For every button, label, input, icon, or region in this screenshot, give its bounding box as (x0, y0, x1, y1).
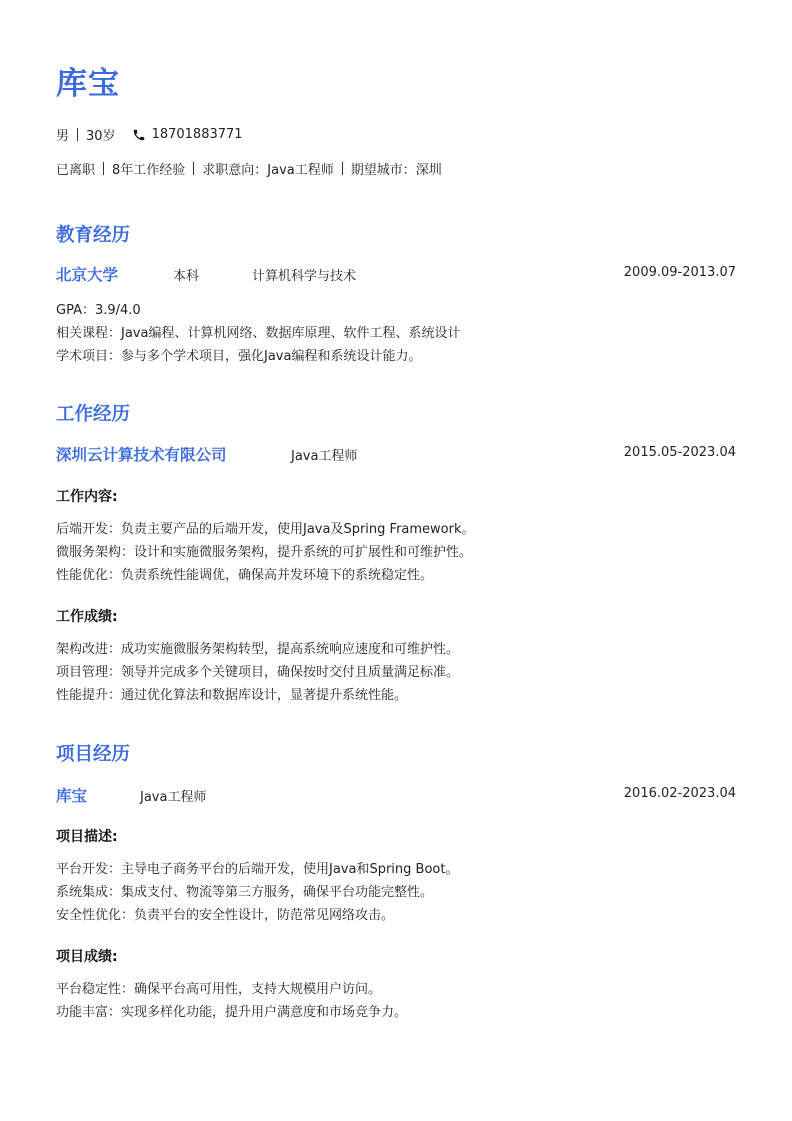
work-content-title: 工作内容: (56, 489, 118, 505)
job-intent: 求职意向：Java工程师 (202, 163, 334, 178)
project-desc-title: 项目描述: (56, 829, 118, 845)
divider (103, 162, 104, 175)
work-achievements-list (56, 638, 736, 707)
project-date: 2016.02-2023.04 (623, 786, 736, 801)
project-result-line: 平台稳定性：确保平台高可用性，支持大规模用户访问。 (56, 982, 382, 997)
age: 30岁 (86, 129, 116, 144)
project-desc-line: 系统集成：集成支付、物流等第三方服务，确保平台功能完整性。 (56, 885, 434, 900)
divider (77, 128, 78, 141)
project-name: 库宝 (56, 787, 88, 805)
candidate-name: 库宝 (56, 66, 120, 102)
project-desc-list (56, 858, 736, 927)
phone-icon (132, 128, 146, 142)
degree: 本科 (173, 269, 200, 284)
project-result-line: 功能丰富：实现多样化功能，提升用户满意度和市场竞争力。 (56, 1005, 408, 1020)
education-line: GPA：3.9/4.0 (56, 303, 141, 318)
expected-city: 期望城市：深圳 (350, 163, 442, 178)
education-line: 学术项目：参与多个学术项目，强化Java编程和系统设计能力。 (56, 349, 422, 364)
work-content-line: 性能优化：负责系统性能调优，确保高并发环境下的系统稳定性。 (56, 568, 434, 583)
divider (342, 162, 343, 175)
education-date: 2009.09-2013.07 (623, 265, 736, 280)
education-details (56, 299, 736, 368)
work-achievements-title: 工作成绩: (56, 609, 118, 625)
work-achievement-line: 架构改进：成功实施微服务架构转型，提高系统响应速度和可维护性。 (56, 642, 460, 657)
project-role: Java工程师 (140, 790, 207, 805)
project-desc-line: 安全性优化：负责平台的安全性设计，防范常见网络攻击。 (56, 908, 395, 923)
divider (193, 162, 194, 175)
job-role: Java工程师 (291, 449, 358, 464)
work-achievement-line: 项目管理：领导并完成多个关键项目，确保按时交付且质量满足标准。 (56, 665, 460, 680)
project-results-title: 项目成绩: (56, 949, 118, 965)
project-desc-line: 平台开发：主导电子商务平台的后端开发，使用Java和Spring Boot。 (56, 862, 459, 877)
phone-number: 18701883771 (151, 127, 243, 142)
project-section-title: 项目经历 (56, 744, 131, 765)
school-name: 北京大学 (56, 266, 119, 284)
company-name: 深圳云计算技术有限公司 (56, 446, 227, 464)
job-status-row (56, 159, 442, 178)
project-entry-header (56, 784, 736, 806)
employment-status: 已离职 (56, 163, 96, 178)
project-results-list (56, 978, 736, 1024)
years-experience: 8年工作经验 (112, 163, 186, 178)
work-content-line: 微服务架构：设计和实施微服务架构，提升系统的可扩展性和可维护性。 (56, 545, 473, 560)
major: 计算机科学与技术 (252, 269, 357, 284)
work-content-list (56, 518, 736, 587)
education-line: 相关课程：Java编程、计算机网络、数据库原理、软件工程、系统设计 (56, 326, 461, 341)
work-achievement-line: 性能提升：通过优化算法和数据库设计，显著提升系统性能。 (56, 688, 408, 703)
education-entry-header (56, 263, 736, 285)
gender: 男 (56, 129, 70, 144)
basic-info-row (56, 125, 243, 144)
work-date: 2015.05-2023.04 (623, 445, 736, 460)
education-section-title: 教育经历 (56, 225, 131, 246)
work-content-line: 后端开发：负责主要产品的后端开发，使用Java及Spring Framework。 (56, 522, 475, 537)
work-entry-header (56, 443, 736, 465)
work-section-title: 工作经历 (56, 404, 131, 425)
